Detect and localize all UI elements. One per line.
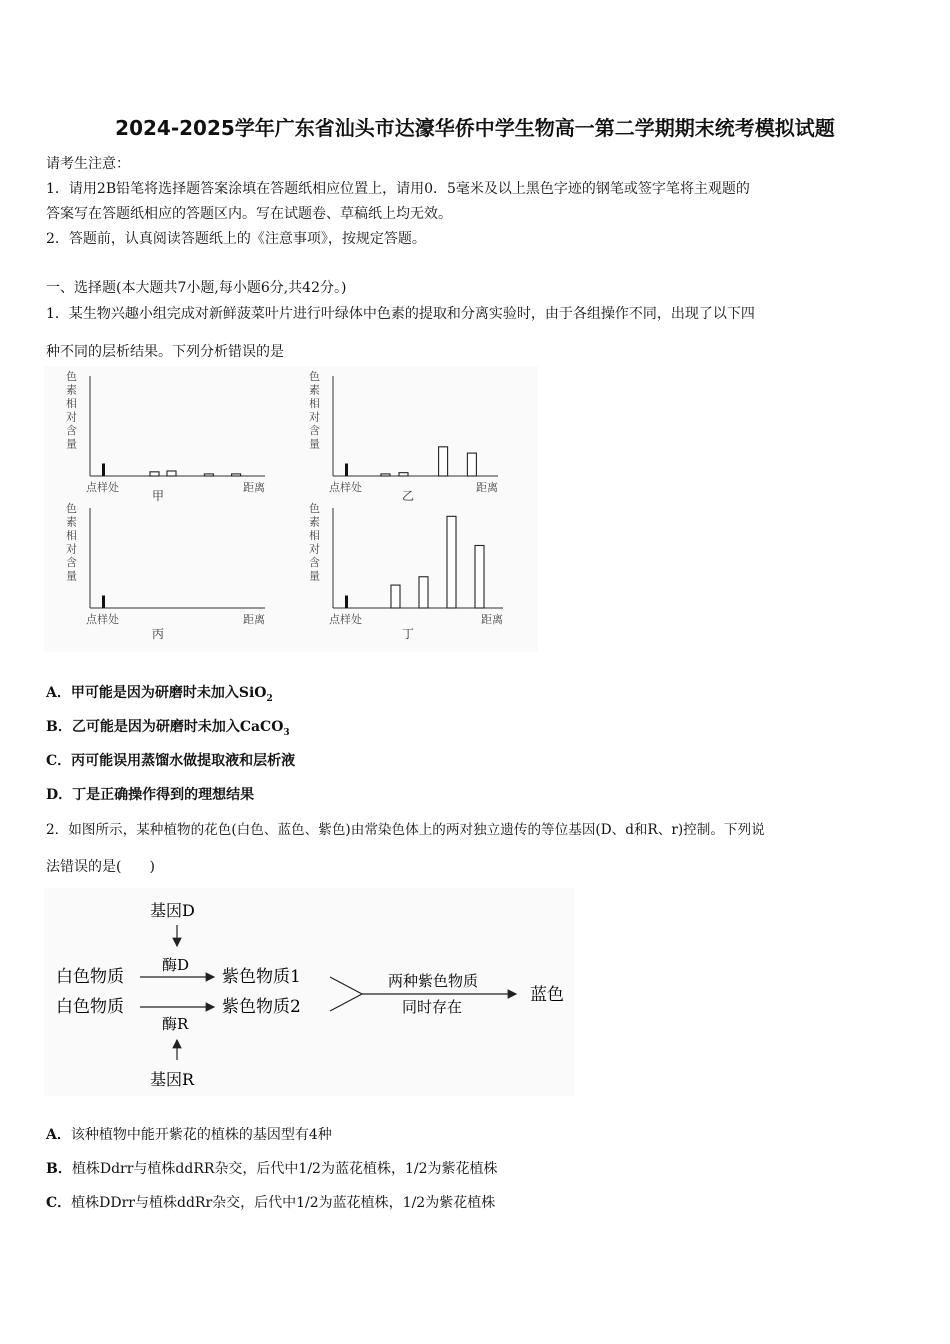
chart-title: 丙: [152, 627, 165, 641]
x-axis-origin-label: 点样处: [86, 613, 119, 626]
pigment-bar: [399, 473, 408, 476]
y-axis-label-char: 含: [66, 556, 77, 569]
section-heading: 一、选择题(本大题共7小题,每小题6分,共42分。): [46, 280, 347, 296]
q2-stem-a: 2．如图所示，某种植物的花色(白色、蓝色、紫色)由常染色体上的两对独立遗传的等位基因(D、d和R、r)控制。下列说: [46, 822, 765, 838]
pigment-bar: [204, 474, 213, 476]
y-axis-label-char: 色: [66, 370, 77, 383]
y-axis-label-char: 素: [309, 383, 320, 397]
y-axis-label-char: 色: [66, 502, 77, 515]
page-title: 2024-2025学年广东省汕头市达濠华侨中学生物高一第二学期期末统考模拟试题: [115, 116, 835, 140]
option-a-text: 甲可能是因为研磨时未加入SiO: [70, 685, 267, 701]
q2-option-b[interactable]: [46, 1158, 497, 1178]
y-axis-label-char: 含: [66, 424, 77, 437]
x-axis-label: 距离: [243, 481, 265, 494]
pigment-bar: [232, 474, 241, 476]
option-d-label: D．: [46, 787, 73, 803]
option-b-text: 乙可能是因为研磨时未加入CaCO: [71, 719, 284, 735]
y-axis-label-char: 素: [309, 515, 320, 529]
q2-option-b-text: 植株Ddrr与植株ddRR杂交，后代中1/2为蓝花植株，1/2为紫花植株: [71, 1161, 498, 1177]
option-b-label: B．: [46, 719, 72, 735]
option-a-sub: 2: [266, 693, 273, 704]
y-axis-label-char: 对: [66, 410, 77, 424]
chart-title: 丁: [402, 627, 415, 641]
y-axis-label-char: 量: [309, 569, 320, 583]
option-a-label: A．: [46, 685, 71, 701]
origin-bar: [102, 596, 105, 609]
origin-bar: [102, 464, 105, 477]
y-axis-label-char: 量: [309, 437, 320, 451]
q1-stem-b: 种不同的层析结果。下列分析错误的是: [46, 344, 284, 360]
y-axis-label-char: 相: [66, 529, 77, 542]
y-axis-label-char: 素: [66, 515, 77, 529]
q2-option-c-text: 植株DDrr与植株ddRr杂交，后代中1/2为蓝花植株，1/2为紫花植株: [71, 1195, 496, 1211]
pigment-bar: [381, 474, 390, 476]
pigment-bar: [447, 516, 456, 608]
q2-stem-b: 法错误的是( ): [46, 859, 155, 875]
q1-stem-a: 1．某生物兴趣小组完成对新鲜菠菜叶片进行叶绿体中色素的提取和分离实验时，由于各组操作不同，出现了以下四: [46, 306, 755, 322]
gene-d-label: 基因D: [150, 901, 195, 920]
y-axis-label-char: 相: [309, 529, 320, 542]
notice-item-1a: 1．请用2B铅笔将选择题答案涂填在答题纸相应位置上，请用0．5毫米及以上黑色字迹的钢笔或签字笔将主观题的: [46, 181, 750, 197]
chart-title: 乙: [402, 489, 415, 503]
y-axis-label-char: 含: [309, 424, 320, 437]
pathway-diagram: [44, 888, 574, 1096]
q1-option-a[interactable]: [46, 682, 273, 704]
pigment-bar: [439, 447, 448, 476]
x-axis-label: 距离: [476, 481, 498, 494]
both-purple-label-a: 两种紫色物质: [388, 972, 479, 990]
origin-bar: [345, 596, 348, 609]
option-b-sub: 3: [283, 727, 290, 738]
y-axis-label-char: 对: [66, 542, 77, 556]
option-d-text: 丁是正确操作得到的理想结果: [72, 787, 255, 803]
pigment-bar: [419, 577, 428, 608]
q2-option-c[interactable]: [46, 1192, 495, 1212]
purple-substance-2: 紫色物质2: [222, 997, 301, 1017]
q2-option-c-label: C．: [46, 1195, 72, 1211]
pigment-bar: [150, 472, 159, 476]
q2-option-a-label: A．: [46, 1127, 71, 1143]
pigment-bar: [475, 546, 484, 609]
chromatography-figure: [44, 366, 538, 652]
pigment-bar: [167, 471, 176, 476]
white-substance-2: 白色物质: [56, 997, 124, 1017]
chart-title: 甲: [152, 489, 165, 503]
y-axis-label-char: 相: [309, 397, 320, 410]
q2-option-a-text: 该种植物中能开紫花的植株的基因型有4种: [70, 1127, 332, 1143]
x-axis-origin-label: 点样处: [86, 481, 119, 494]
pigment-bar: [467, 453, 476, 476]
y-axis-label-char: 色: [309, 502, 320, 515]
x-axis-origin-label: 点样处: [329, 613, 362, 626]
purple-substance-1: 紫色物质1: [222, 967, 301, 987]
option-c-text: 丙可能误用蒸馏水做提取液和层析液: [71, 753, 296, 769]
y-axis-label-char: 相: [66, 397, 77, 410]
y-axis-label-char: 量: [66, 437, 77, 451]
option-c-label: C．: [46, 753, 72, 769]
enzyme-r-label: 酶R: [162, 1015, 189, 1033]
gene-r-label: 基因R: [150, 1070, 195, 1089]
q2-option-a[interactable]: [46, 1124, 332, 1144]
x-axis-label: 距离: [243, 613, 265, 626]
y-axis-label-char: 色: [309, 370, 320, 383]
pigment-bar: [391, 585, 400, 608]
y-axis-label-char: 对: [309, 410, 320, 424]
y-axis-label-char: 素: [66, 383, 77, 397]
x-axis-origin-label: 点样处: [329, 481, 362, 494]
q2-option-b-label: B．: [46, 1161, 72, 1177]
blue-label: 蓝色: [530, 985, 564, 1005]
y-axis-label-char: 对: [309, 542, 320, 556]
white-substance-1: 白色物质: [56, 967, 124, 987]
notice-item-1b: 答案写在答题纸相应的答题区内。写在试题卷、草稿纸上均无效。: [46, 206, 452, 222]
notice-item-2: 2．答题前，认真阅读答题纸上的《注意事项》，按规定答题。: [46, 231, 426, 247]
notice-heading: 请考生注意：: [46, 156, 130, 172]
q1-option-c[interactable]: [46, 750, 295, 770]
y-axis-label-char: 含: [309, 556, 320, 569]
q1-option-d[interactable]: [46, 784, 254, 804]
enzyme-d-label: 酶D: [162, 956, 190, 974]
y-axis-label-char: 量: [66, 569, 77, 583]
x-axis-label: 距离: [481, 613, 503, 626]
origin-bar: [345, 464, 348, 477]
q1-option-b[interactable]: [46, 716, 290, 738]
both-purple-label-b: 同时存在: [402, 998, 463, 1016]
